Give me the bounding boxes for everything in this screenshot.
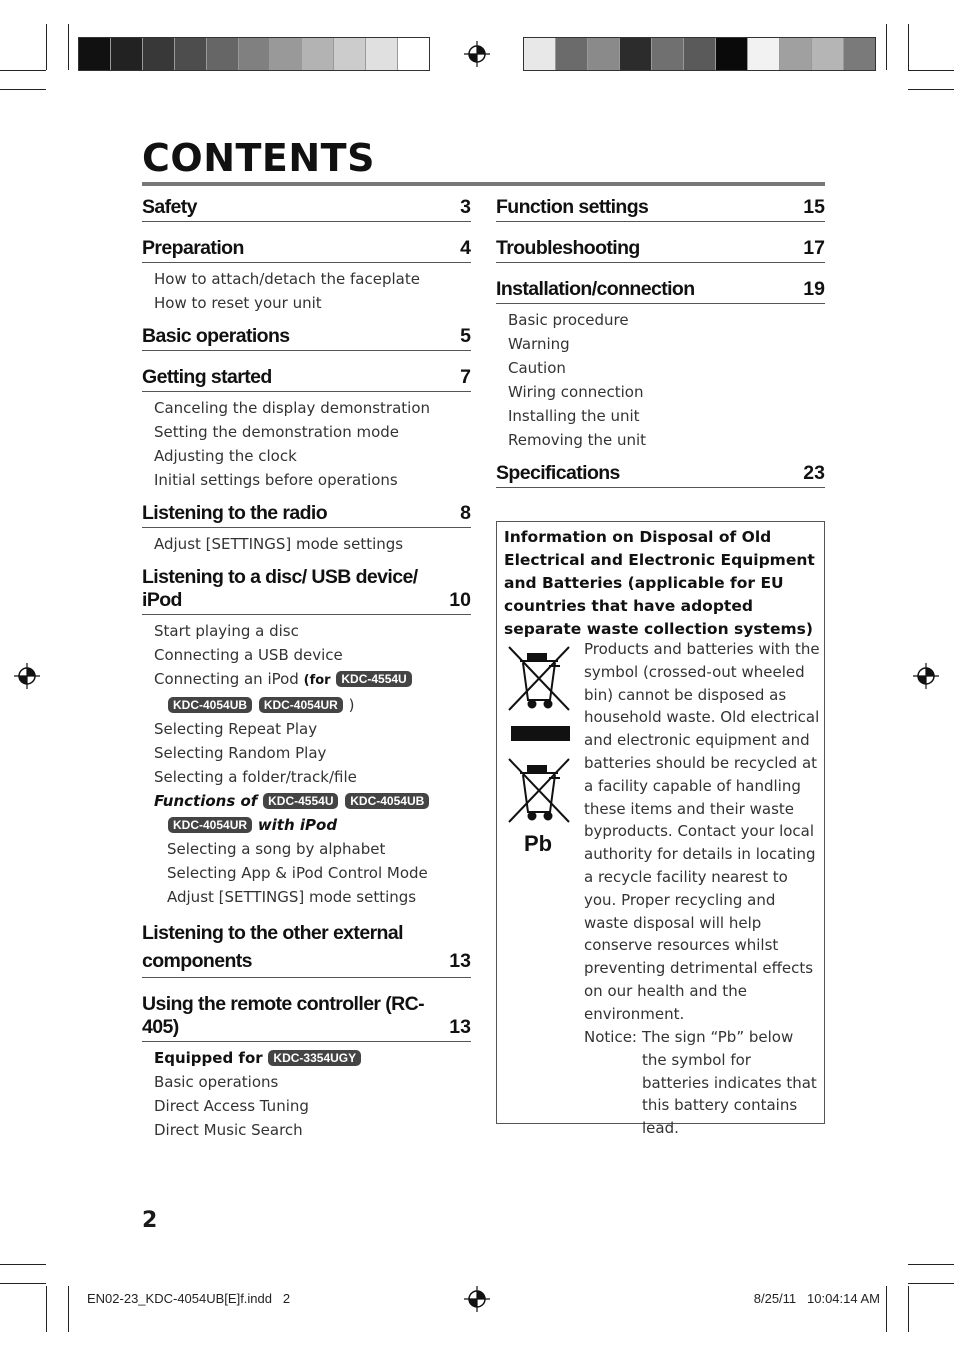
toc-section-external-components[interactable] bbox=[142, 919, 471, 978]
crop-mark bbox=[908, 1286, 909, 1332]
crop-mark bbox=[908, 1264, 954, 1265]
toc-section-radio[interactable] bbox=[142, 502, 471, 556]
registration-mark-icon bbox=[14, 663, 40, 689]
toc-item[interactable]: Selecting Random Play bbox=[154, 744, 327, 762]
notice-text: The sign “Pb” below the symbol for batteries indicates that this battery contains lead. bbox=[642, 1028, 817, 1138]
toc-section-getting-started[interactable] bbox=[142, 366, 471, 492]
section-title: Function settings bbox=[496, 196, 649, 218]
color-swatch bbox=[716, 38, 748, 70]
color-swatch bbox=[143, 38, 175, 70]
functions-of-label: Functions of bbox=[154, 792, 258, 810]
info-body-text: Products and batteries with the symbol (crossed-out wheeled bin) cannot be disposed as household waste. Old electrical and electronic equipment and batteries should be recycled at a facility capable of handling these items and their waste byproducts. Contact your local authority for details in locating a recycle facility nearest to you. Proper recycling and waste disposal will help conserve resources whilst preventing detrimental effects on our health and the environment. bbox=[584, 640, 820, 1023]
section-page: 19 bbox=[803, 278, 825, 300]
crossed-out-wheeled-bin-pb-icon bbox=[506, 756, 574, 830]
section-page: 15 bbox=[803, 196, 825, 218]
color-swatch bbox=[334, 38, 366, 70]
footer-timestamp: 8/25/11 10:04:14 AM bbox=[753, 1291, 880, 1306]
section-title: Getting started bbox=[142, 366, 272, 388]
color-swatch bbox=[588, 38, 620, 70]
color-swatch bbox=[79, 38, 111, 70]
toc-item[interactable]: Initial settings before operations bbox=[154, 471, 398, 489]
crop-mark bbox=[68, 24, 69, 70]
color-swatch bbox=[398, 38, 429, 70]
toc-item-equipped-for[interactable] bbox=[142, 1046, 471, 1070]
color-swatch bbox=[270, 38, 302, 70]
section-title: Preparation bbox=[142, 237, 244, 259]
close-paren: ) bbox=[348, 696, 355, 714]
section-title: Troubleshooting bbox=[496, 237, 640, 259]
registration-mark-icon bbox=[913, 663, 939, 689]
section-page: 17 bbox=[803, 237, 825, 259]
crop-mark bbox=[908, 24, 909, 70]
color-swatch bbox=[684, 38, 716, 70]
toc-item[interactable]: How to reset your unit bbox=[154, 294, 322, 312]
model-tag: KDC-3354UGY bbox=[268, 1050, 361, 1066]
footer-filename: EN02-23_KDC-4054UB[E]f.indd 2 bbox=[87, 1291, 291, 1306]
info-heading: Information on Disposal of Old Electrical and Electronic Equipment and Batteries (applicable for EU countries that have adopted separate waste collection systems) bbox=[504, 528, 815, 638]
title-rule bbox=[142, 182, 825, 186]
color-swatch bbox=[366, 38, 398, 70]
toc-subitem[interactable]: Adjust [SETTINGS] mode settings bbox=[167, 888, 417, 906]
section-title: Specifications bbox=[496, 462, 620, 484]
registration-mark-icon bbox=[464, 1286, 490, 1312]
with-ipod-label: with iPod bbox=[257, 816, 338, 834]
toc-left-column bbox=[142, 196, 471, 1142]
grayscale-color-bar bbox=[78, 37, 430, 71]
toc-section-remote[interactable] bbox=[142, 993, 471, 1142]
toc-subitem[interactable]: Selecting a song by alphabet bbox=[167, 840, 386, 858]
toc-item[interactable]: Selecting a folder/track/file bbox=[154, 768, 357, 786]
section-title: Basic operations bbox=[142, 325, 290, 347]
crop-mark bbox=[0, 1264, 46, 1265]
section-title: Listening to a disc/ USB device/ iPod bbox=[142, 566, 418, 611]
color-swatch bbox=[175, 38, 207, 70]
model-tag: KDC-4054UB bbox=[168, 697, 252, 713]
equipped-for-label: Equipped for bbox=[154, 1049, 263, 1067]
crop-mark bbox=[0, 1283, 46, 1284]
section-title: Installation/connection bbox=[496, 278, 695, 300]
toc-item[interactable]: Caution bbox=[508, 359, 566, 377]
crop-mark bbox=[886, 24, 887, 70]
crop-mark bbox=[908, 89, 954, 90]
toc-section-disc-usb-ipod[interactable] bbox=[142, 566, 471, 909]
toc-section-installation[interactable] bbox=[496, 278, 825, 452]
toc-section-safety[interactable] bbox=[142, 196, 471, 222]
section-title-line2: components bbox=[142, 950, 252, 972]
section-page: 8 bbox=[460, 502, 471, 524]
color-swatch bbox=[748, 38, 780, 70]
toc-section-preparation[interactable] bbox=[142, 237, 471, 315]
disposal-info-box bbox=[496, 521, 825, 1138]
toc-item-text: Connecting an iPod bbox=[154, 670, 299, 688]
color-swatch bbox=[207, 38, 239, 70]
color-swatch bbox=[652, 38, 684, 70]
toc-section-troubleshooting[interactable] bbox=[496, 237, 825, 263]
color-swatch bbox=[524, 38, 556, 70]
for-label: (for bbox=[303, 673, 331, 688]
color-swatch bbox=[620, 38, 652, 70]
toc-item[interactable]: Installing the unit bbox=[508, 407, 640, 425]
color-swatch bbox=[780, 38, 812, 70]
section-page: 13 bbox=[449, 1016, 471, 1038]
section-page: 23 bbox=[803, 462, 825, 484]
toc-subitem[interactable]: Selecting App & iPod Control Mode bbox=[167, 864, 428, 882]
model-tag: KDC-4054UR bbox=[259, 697, 343, 713]
crop-mark bbox=[908, 70, 954, 71]
black-bar bbox=[511, 726, 570, 741]
mixed-color-bar bbox=[523, 37, 876, 71]
section-title-line1: Listening to the other external bbox=[142, 922, 403, 944]
pb-label: Pb bbox=[524, 831, 553, 856]
toc-item[interactable]: Canceling the display demonstration bbox=[154, 399, 431, 417]
color-swatch bbox=[844, 38, 875, 70]
crop-mark bbox=[908, 1283, 954, 1284]
toc-right-column bbox=[496, 196, 825, 488]
toc-section-basic-operations[interactable] bbox=[142, 325, 471, 351]
model-tag: KDC-4054UB bbox=[345, 793, 429, 809]
crop-mark bbox=[0, 89, 46, 90]
color-swatch bbox=[302, 38, 334, 70]
toc-item[interactable]: Adjusting the clock bbox=[154, 447, 297, 465]
section-page: 3 bbox=[460, 196, 471, 218]
registration-mark-icon bbox=[464, 41, 490, 67]
toc-section-function-settings[interactable] bbox=[496, 196, 825, 222]
toc-item-models bbox=[142, 693, 471, 717]
section-page: 7 bbox=[460, 366, 471, 388]
toc-item[interactable]: Basic operations bbox=[154, 1073, 279, 1091]
toc-item[interactable]: Basic procedure bbox=[508, 311, 629, 329]
toc-item[interactable]: Direct Access Tuning bbox=[154, 1097, 309, 1115]
crop-mark bbox=[68, 1286, 69, 1332]
toc-section-specifications[interactable] bbox=[496, 462, 825, 488]
section-title: Safety bbox=[142, 196, 197, 218]
color-swatch bbox=[812, 38, 844, 70]
notice-label: Notice: bbox=[584, 1028, 637, 1046]
toc-item[interactable]: Direct Music Search bbox=[154, 1121, 303, 1139]
toc-item[interactable]: Wiring connection bbox=[508, 383, 644, 401]
toc-item-connecting-ipod[interactable] bbox=[142, 667, 471, 693]
page-title: CONTENTS bbox=[142, 136, 375, 180]
crop-mark bbox=[886, 1286, 887, 1332]
color-swatch bbox=[111, 38, 143, 70]
section-title: Listening to the radio bbox=[142, 502, 328, 524]
color-swatch bbox=[556, 38, 588, 70]
toc-item[interactable]: Removing the unit bbox=[508, 431, 647, 449]
crop-mark bbox=[0, 70, 46, 71]
toc-item[interactable]: Setting the demonstration mode bbox=[154, 423, 400, 441]
section-page: 10 bbox=[449, 589, 471, 611]
toc-item-with-ipod bbox=[142, 813, 471, 837]
model-tag: KDC-4054UR bbox=[168, 817, 252, 833]
crop-mark bbox=[46, 1286, 47, 1332]
toc-item[interactable]: Connecting a USB device bbox=[154, 646, 343, 664]
toc-item[interactable]: How to attach/detach the faceplate bbox=[154, 270, 420, 288]
toc-item[interactable]: Adjust [SETTINGS] mode settings bbox=[154, 535, 404, 553]
model-tag: KDC-4554U bbox=[263, 793, 338, 809]
section-page: 5 bbox=[460, 325, 471, 347]
page-number: 2 bbox=[142, 1208, 158, 1233]
toc-item[interactable]: Warning bbox=[508, 335, 570, 353]
crop-mark bbox=[46, 24, 47, 70]
model-tag: KDC-4554U bbox=[336, 671, 411, 687]
section-title: Using the remote controller (RC-405) bbox=[142, 993, 424, 1038]
toc-item[interactable]: Selecting Repeat Play bbox=[154, 720, 318, 738]
section-page: 13 bbox=[449, 950, 471, 972]
color-swatch bbox=[239, 38, 271, 70]
toc-item[interactable]: Start playing a disc bbox=[154, 622, 299, 640]
toc-item-functions-of[interactable] bbox=[142, 789, 471, 813]
section-page: 4 bbox=[460, 237, 471, 259]
crossed-out-wheeled-bin-icon bbox=[506, 644, 574, 714]
